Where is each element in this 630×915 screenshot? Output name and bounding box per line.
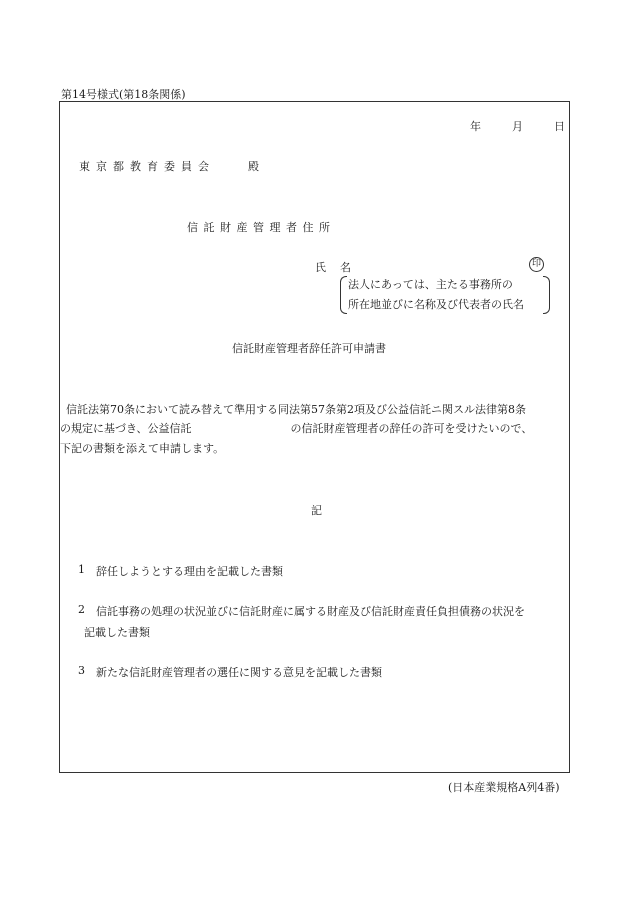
trustee-address-label: 信託財産管理者住所 [187,221,336,234]
body-line: 信託法第70条において読み替えて準用する同法第57条第2項及び公益信託ニ関スル法律第8条 [66,403,526,416]
date-line [470,118,565,134]
seal-mark: 印 [529,257,544,272]
body-line: 下記の書類を添えて申請します。 [60,442,225,455]
item-text: 信託事務の処理の状況並びに信託財産に属する財産及び信託財産責任負担債務の状況を [96,605,525,618]
bracket-right [543,276,550,314]
corporation-note-line: 所在地並びに名称及び代表者の氏名 [348,298,524,311]
form-number: 第14号様式(第18条関係) [61,88,186,101]
item-number: 3 [78,664,85,677]
honorific: 殿 [248,160,259,173]
item-text: 辞任しようとする理由を記載した書類 [96,565,283,578]
corporation-note [340,276,550,314]
name-label: 氏名 [315,261,365,274]
bracket-left [340,276,347,314]
date-year: 年 [470,120,481,133]
item-text: 記載した書類 [84,626,150,639]
item-text: 新たな信託財産管理者の選任に関する意見を記載した書類 [96,666,382,679]
item-number: 1 [78,563,85,576]
document-title: 信託財産管理者辞任許可申請書 [232,342,386,355]
body-line: の規定に基づき、公益信託 の信託財産管理者の辞任の許可を受けたいので、 [60,422,533,435]
addressee: 東京都教育委員会 [79,160,215,173]
date-month: 月 [512,120,523,133]
item-number: 2 [78,603,85,616]
corporation-note-line: 法人にあっては、主たる事務所の [348,278,513,291]
paper-size-note: (日本産業規格A列4番) [448,781,560,794]
date-day: 日 [554,120,565,133]
ki-heading: 記 [311,504,322,517]
